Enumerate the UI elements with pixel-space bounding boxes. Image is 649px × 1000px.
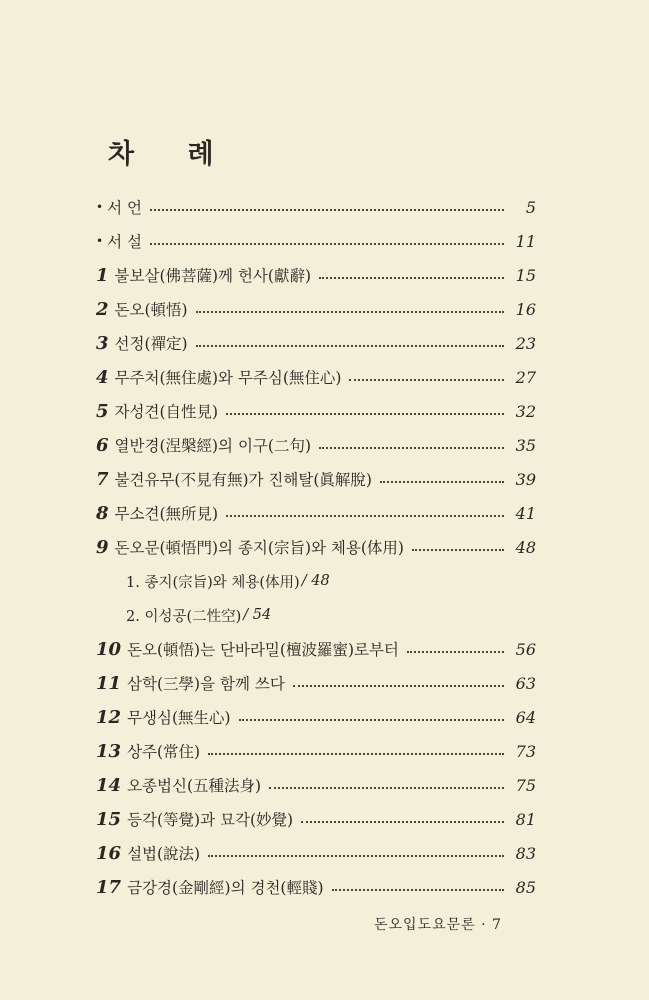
page-footer: 돈오입도요문론 · 7 [374, 917, 502, 933]
dot-leader [196, 311, 504, 313]
toc-entry-page: 73 [515, 741, 536, 761]
dot-leader [208, 855, 504, 857]
toc-entry-page: 32 [515, 401, 536, 421]
toc-entry[interactable] [96, 260, 536, 290]
toc-entry-number: 15 [96, 808, 122, 830]
toc-entry[interactable] [96, 838, 536, 868]
toc-entry-page: 85 [515, 877, 536, 897]
toc-sub-entry-label: 2. 이성공(二性空) [126, 608, 242, 625]
toc-sub-entry[interactable] [96, 600, 566, 630]
toc-entry-label: 돈오문(頓悟門)의 종지(宗旨)와 체용(体用) [114, 539, 404, 557]
toc-entry-page: 39 [515, 469, 536, 489]
toc-entry-label: 서 설 [107, 233, 142, 251]
toc-sub-entry-page: / 54 [243, 607, 272, 623]
toc-entry-page: 41 [515, 503, 536, 523]
toc-entry-label: 오종법신(五種法身) [127, 777, 262, 795]
toc-entry[interactable] [96, 804, 536, 834]
toc-entry-number: 5 [96, 400, 109, 422]
toc-entry[interactable] [96, 396, 536, 426]
bullet-icon: • [96, 200, 104, 214]
toc-entry-page: 35 [515, 435, 536, 455]
toc-entry-label: 선정(禪定) [114, 335, 188, 353]
toc-entry-page: 16 [515, 299, 536, 319]
toc-entry-page: 64 [515, 707, 536, 727]
toc-entry[interactable] [96, 532, 536, 562]
toc-entry[interactable] [96, 668, 536, 698]
toc-entry-number: 14 [96, 774, 122, 796]
toc-entry-number: 16 [96, 842, 122, 864]
toc-entry-label: 돈오(頓悟) [114, 301, 188, 319]
toc-entry-label: 불견유무(不見有無)가 진해탈(眞解脫) [114, 471, 372, 489]
toc-entry-page: 5 [525, 197, 536, 217]
toc-entry-number: 7 [96, 468, 109, 490]
toc-entry[interactable] [96, 192, 536, 222]
toc-entry[interactable] [96, 770, 536, 800]
dot-leader [319, 277, 504, 279]
toc-entry[interactable] [96, 464, 536, 494]
toc-entry-number: 3 [96, 332, 109, 354]
toc-entry-page: 11 [515, 231, 536, 251]
dot-leader [349, 379, 504, 381]
toc-entry-label: 불보살(佛菩薩)께 헌사(獻辭) [114, 267, 311, 285]
toc-entry-number: 1 [96, 264, 109, 286]
dot-leader [293, 685, 504, 687]
toc-entry[interactable] [96, 702, 536, 732]
toc-entry-page: 63 [515, 673, 536, 693]
bullet-icon: • [96, 234, 104, 248]
toc-entry-number: 12 [96, 706, 122, 728]
page-title: 차 례 [108, 139, 236, 170]
dot-leader [150, 209, 504, 211]
toc-sub-entry-label: 1. 종지(宗旨)와 체용(体用) [126, 574, 300, 591]
dot-leader [319, 447, 504, 449]
dot-leader [150, 243, 504, 245]
dot-leader [239, 719, 504, 721]
dot-leader [332, 889, 504, 891]
toc-entry-number: 17 [96, 876, 122, 898]
toc-entry-label: 무생심(無生心) [127, 709, 231, 727]
toc-entry[interactable] [96, 498, 536, 528]
dot-leader [407, 651, 504, 653]
toc-entry-page: 15 [515, 265, 536, 285]
toc-entry-label: 자성견(自性見) [114, 403, 219, 421]
toc-entry[interactable] [96, 294, 536, 324]
toc-entry[interactable] [96, 736, 536, 766]
dot-leader [412, 549, 504, 551]
toc-entry-label: 금강경(金剛經)의 경천(輕賤) [127, 879, 324, 897]
toc-entry-label: 무소견(無所見) [114, 505, 219, 523]
toc-entry-number: 10 [96, 638, 122, 660]
toc-entry-page: 48 [515, 537, 536, 557]
toc-entry-label: 설법(說法) [127, 845, 201, 863]
toc-entry[interactable] [96, 362, 536, 392]
dot-leader [208, 753, 504, 755]
toc-entry-number: 6 [96, 434, 109, 456]
toc-entry[interactable] [96, 430, 536, 460]
toc-entry-label: 돈오(頓悟)는 단바라밀(檀波羅蜜)로부터 [127, 641, 399, 659]
dot-leader [269, 787, 504, 789]
toc-entry-page: 56 [515, 639, 536, 659]
toc-entry-label: 상주(常住) [127, 743, 201, 761]
toc-sub-entry[interactable] [96, 566, 566, 596]
toc-entry-page: 27 [515, 367, 536, 387]
dot-leader [196, 345, 504, 347]
toc-entry[interactable] [96, 872, 536, 902]
toc-entry-page: 23 [515, 333, 536, 353]
toc-entry-label: 등각(等覺)과 묘각(妙覺) [127, 811, 294, 829]
toc-entry[interactable] [96, 328, 536, 358]
toc-entry[interactable] [96, 634, 536, 664]
toc-entry-number: 4 [96, 366, 109, 388]
toc-entry-number: 8 [96, 502, 109, 524]
toc-entry-number: 13 [96, 740, 122, 762]
toc-sub-entry-page: / 48 [301, 573, 330, 589]
dot-leader [226, 413, 504, 415]
toc-entry-label: 열반경(涅槃經)의 이구(二句) [114, 437, 311, 455]
toc-entry-page: 81 [515, 809, 536, 829]
toc-entry-label: 삼학(三學)을 함께 쓰다 [127, 675, 285, 693]
toc-entry-number: 2 [96, 298, 109, 320]
toc-entry[interactable] [96, 226, 536, 256]
dot-leader [380, 481, 504, 483]
toc-entry-number: 9 [96, 536, 109, 558]
toc-entry-label: 무주처(無住處)와 무주심(無住心) [114, 369, 342, 387]
toc-entry-page: 83 [515, 843, 536, 863]
toc-entry-label: 서 언 [107, 199, 142, 217]
dot-leader [301, 821, 504, 823]
toc-entry-number: 11 [96, 672, 122, 694]
toc-entry-page: 75 [515, 775, 536, 795]
dot-leader [226, 515, 504, 517]
